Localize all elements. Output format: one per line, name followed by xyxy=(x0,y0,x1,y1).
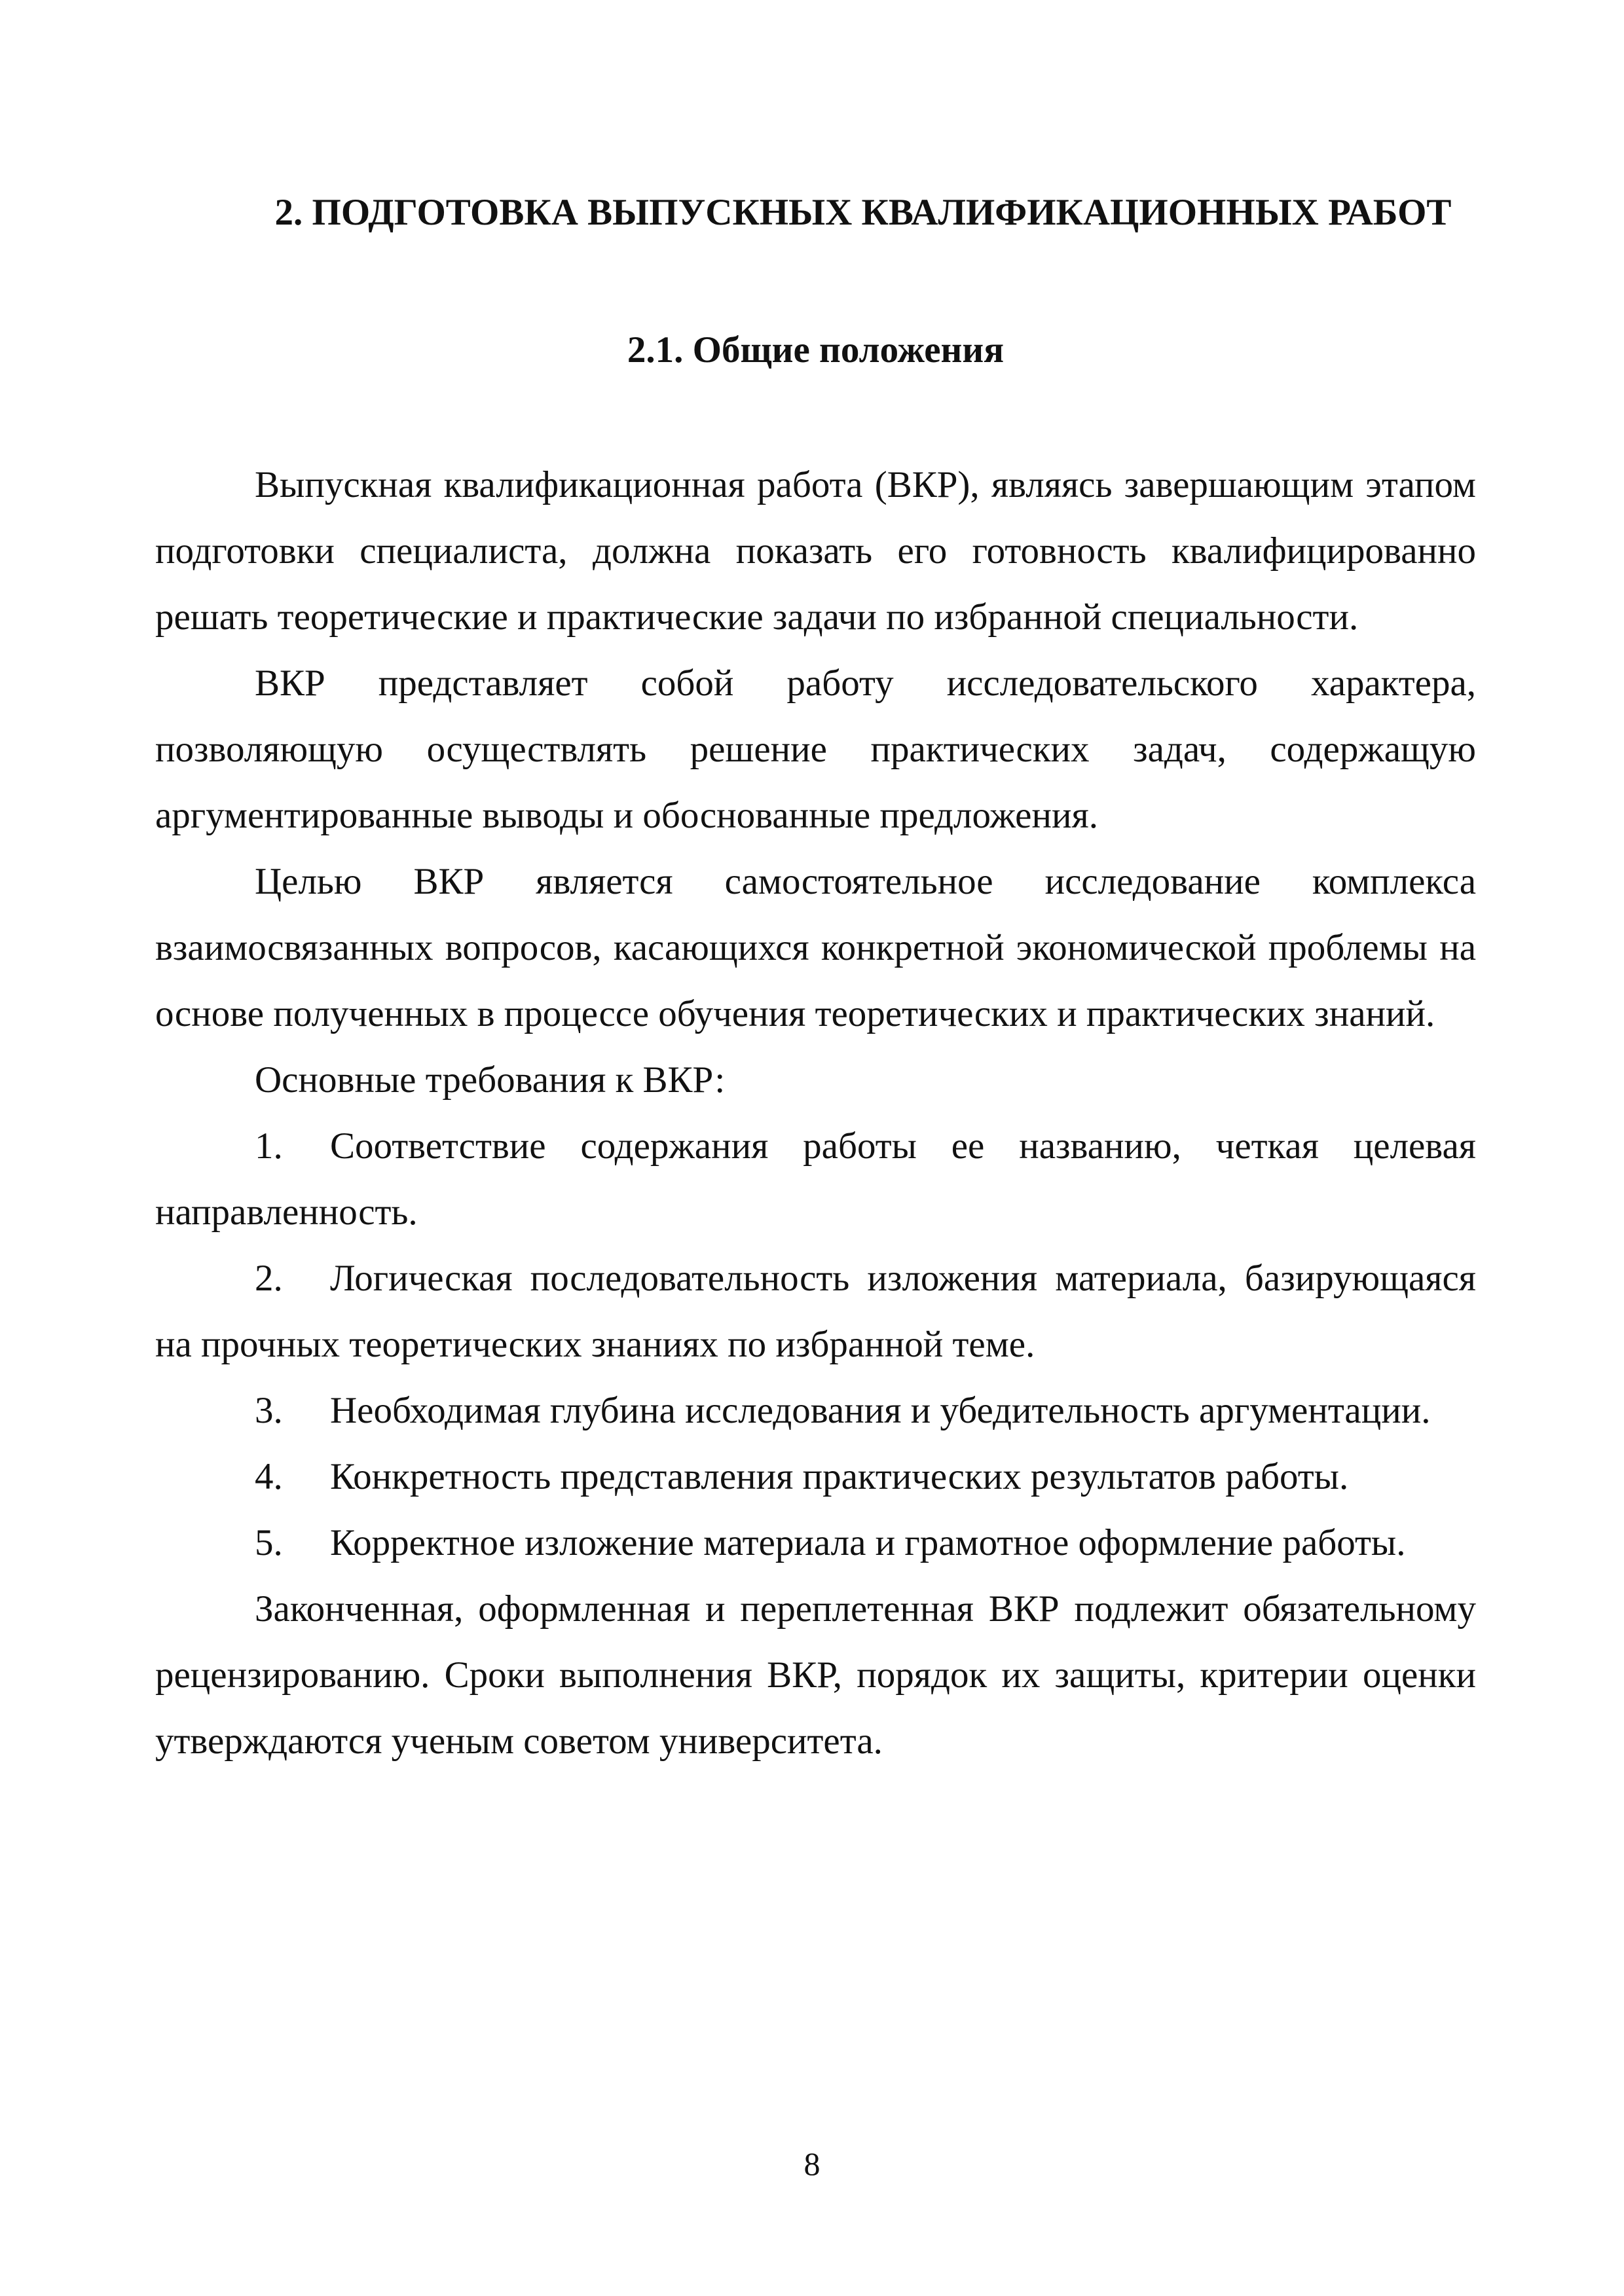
requirement-item xyxy=(155,1113,1476,1245)
requirement-number: 4. xyxy=(255,1456,283,1497)
requirement-number: 1. xyxy=(255,1125,283,1167)
requirement-text: Необходимая глубина исследования и убедительность аргументации. xyxy=(330,1390,1431,1431)
requirement-text: Соответствие содержания работы ее названию, четкая целевая направленность. xyxy=(155,1125,1476,1233)
section-title: 2.1. Общие положения xyxy=(627,329,1005,371)
requirement-number: 2. xyxy=(255,1258,283,1299)
paragraph-closing: Законченная, оформленная и переплетенная ВКР подлежит обязательному рецензированию. Сроки выполнения ВКР, порядок их защиты, критерии оценки утверждаются ученым советом университета. xyxy=(155,1588,1476,1762)
paragraph-requirements-heading: Основные требования к ВКР: xyxy=(255,1059,726,1101)
chapter-number: 2. xyxy=(274,192,303,233)
requirement-text: Логическая последовательность изложения материала, базирующаяся на прочных теоретических знаниях по избранной теме. xyxy=(155,1258,1476,1365)
page-number: 8 xyxy=(803,2145,821,2182)
requirement-text: Корректное изложение материала и грамотное оформление работы. xyxy=(330,1522,1406,1563)
requirement-item xyxy=(155,1377,1476,1444)
requirement-item xyxy=(155,1444,1476,1510)
document-body xyxy=(155,452,1476,1774)
requirement-text: Конкретность представления практических результатов работы. xyxy=(330,1456,1349,1497)
requirement-number: 3. xyxy=(255,1390,283,1431)
paragraph-definition: ВКР представляет собой работу исследовательского характера, позволяющую осуществлять решение практических задач, содержащую аргументированные выводы и обоснованные предложения. xyxy=(155,663,1476,836)
paragraph-goal: Целью ВКР является самостоятельное исследование комплекса взаимосвязанных вопросов, касающихся конкретной экономической проблемы на основе полученных в процессе обучения теоретических и практических знаний. xyxy=(155,861,1476,1034)
requirement-item xyxy=(155,1510,1476,1576)
requirement-item xyxy=(155,1245,1476,1377)
chapter-title xyxy=(251,190,1475,236)
requirement-number: 5. xyxy=(255,1522,283,1563)
chapter-title-text: ПОДГОТОВКА ВЫПУСКНЫХ КВАЛИФИКАЦИОННЫХ РАБОТ xyxy=(312,192,1452,233)
paragraph-intro: Выпускная квалификационная работа (ВКР), являясь завершающим этапом подготовки специалиста, должна показать его готовность квалифицированно решать теоретические и практические задачи по избранной специальности. xyxy=(155,464,1476,638)
